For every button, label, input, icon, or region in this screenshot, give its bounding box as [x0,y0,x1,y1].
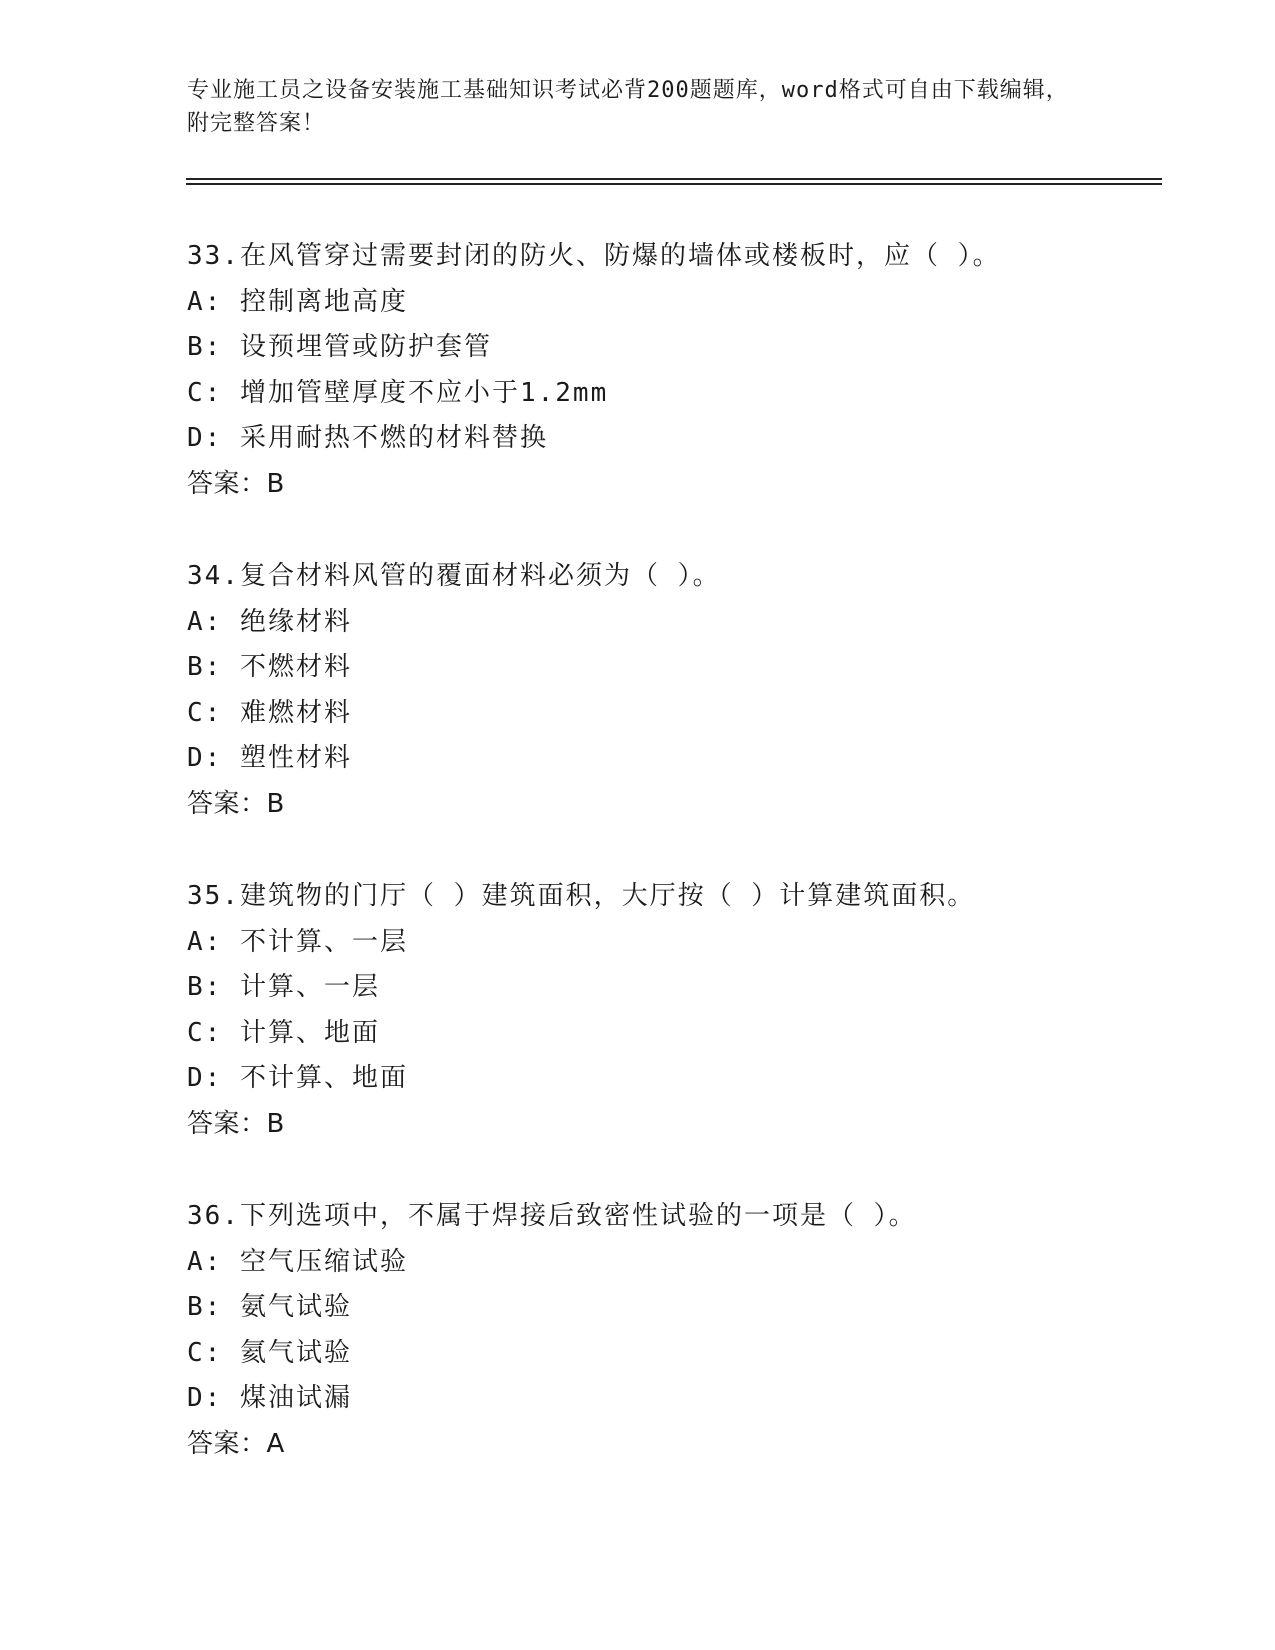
answer-text: 答案：B [187,1108,285,1139]
option-c: C: 计算、地面 [187,1017,380,1048]
option-d: D: 不计算、地面 [187,1063,408,1093]
question-35 [187,874,1187,1147]
question-text: 33.在风管穿过需要封闭的防火、防爆的墙体或楼板时，应（ ）。 [187,241,1001,271]
header-divider-top [186,178,1162,180]
option-b: B: 设预埋管或防护套管 [187,332,492,362]
answer-text: 答案：B [187,788,285,819]
option-d: D: 采用耐热不燃的材料替换 [187,423,548,453]
option-a: A: 空气压缩试验 [187,1246,408,1277]
option-b: B: 计算、一层 [187,972,380,1002]
question-text: 35.建筑物的门厅（ ）建筑面积，大厅按（ ）计算建筑面积。 [187,881,976,911]
option-b: B: 氨气试验 [187,1292,352,1322]
answer-text: 答案：B [187,468,285,499]
option-a: A: 不计算、一层 [187,926,408,957]
answer-text: 答案：A [187,1428,285,1459]
question-34 [187,554,1187,827]
option-d: D: 煤油试漏 [187,1383,352,1413]
question-36 [187,1194,1187,1467]
option-c: C: 氦气试验 [187,1337,352,1368]
document-title: 专业施工员之设备安装施工基础知识考试必背200题题库，word格式可自由下载编辑，附完整答案！ [187,78,1069,136]
option-a: A: 控制离地高度 [187,286,408,317]
option-b: B: 不燃材料 [187,652,352,682]
question-33 [187,234,1187,507]
option-c: C: 增加管壁厚度不应小于1.2mm [187,377,609,408]
option-a: A: 绝缘材料 [187,606,352,637]
option-d: D: 塑性材料 [187,743,352,773]
header-divider-bottom [186,183,1162,185]
document-header [187,74,1087,140]
question-text: 34.复合材料风管的覆面材料必须为（ ）。 [187,561,721,591]
question-text: 36.下列选项中，不属于焊接后致密性试验的一项是（ ）。 [187,1201,917,1231]
option-c: C: 难燃材料 [187,697,352,728]
